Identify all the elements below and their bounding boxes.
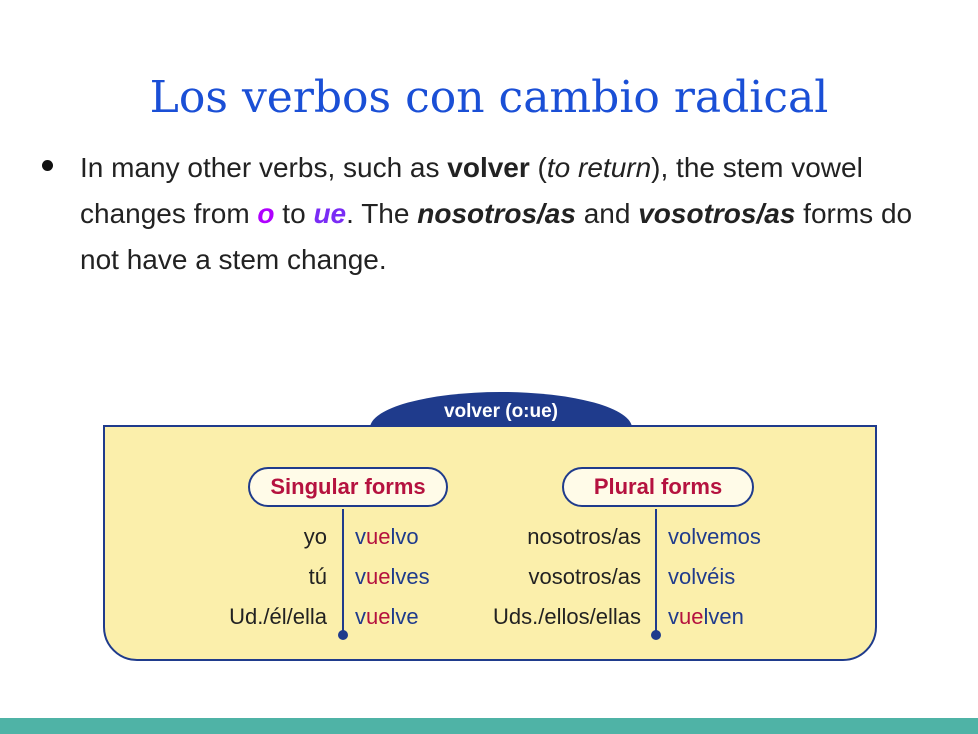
vowel-o: o (257, 198, 275, 229)
text-segment: In many other verbs, such as (80, 152, 448, 183)
bullet-dot-icon (42, 160, 53, 171)
text-segment: ( (529, 152, 547, 183)
conjugation-heading: volver (o:ue) (370, 392, 632, 428)
form-ud: vuelve (355, 604, 419, 629)
plural-divider (655, 509, 657, 635)
pronoun-yo: yo (303, 524, 327, 549)
nosotros-term: nosotros/as (417, 198, 576, 229)
form-nosotros: volvemos (668, 524, 761, 549)
vosotros-term: vosotros/as (638, 198, 796, 229)
text-segment: to (274, 198, 314, 229)
pronoun-nosotros: nosotros/as (527, 524, 641, 549)
pronoun-tu: tú (308, 564, 327, 589)
pronoun-vosotros: vosotros/as (528, 564, 641, 589)
text-segment: ), the stem vowel changes from (80, 152, 863, 229)
bullet-text (80, 145, 920, 283)
text-segment: and (575, 198, 639, 229)
form-tu: vuelves (355, 564, 430, 589)
conjugation-panel (103, 425, 877, 661)
plural-forms-label: Plural forms (562, 467, 754, 507)
pronoun-ud: Ud./él/ella (229, 604, 327, 629)
text-segment: . The (346, 198, 418, 229)
pronoun-uds: Uds./ellos/ellas (493, 604, 641, 629)
verb-volver: volver (447, 152, 530, 183)
slide-title: Los verbos con cambio radical (149, 72, 829, 123)
singular-forms-label: Singular forms (248, 467, 448, 507)
footer-bar (0, 718, 978, 734)
singular-divider (342, 509, 344, 635)
singular-divider-dot-icon (338, 630, 348, 640)
form-uds: vuelven (668, 604, 744, 629)
form-vosotros: volvéis (668, 564, 736, 589)
verb-gloss: to return (546, 152, 652, 183)
plural-divider-dot-icon (651, 630, 661, 640)
text-segment: forms do not have a stem change. (80, 198, 913, 275)
vowel-ue: ue (313, 198, 347, 229)
form-yo: vuelvo (355, 524, 419, 549)
